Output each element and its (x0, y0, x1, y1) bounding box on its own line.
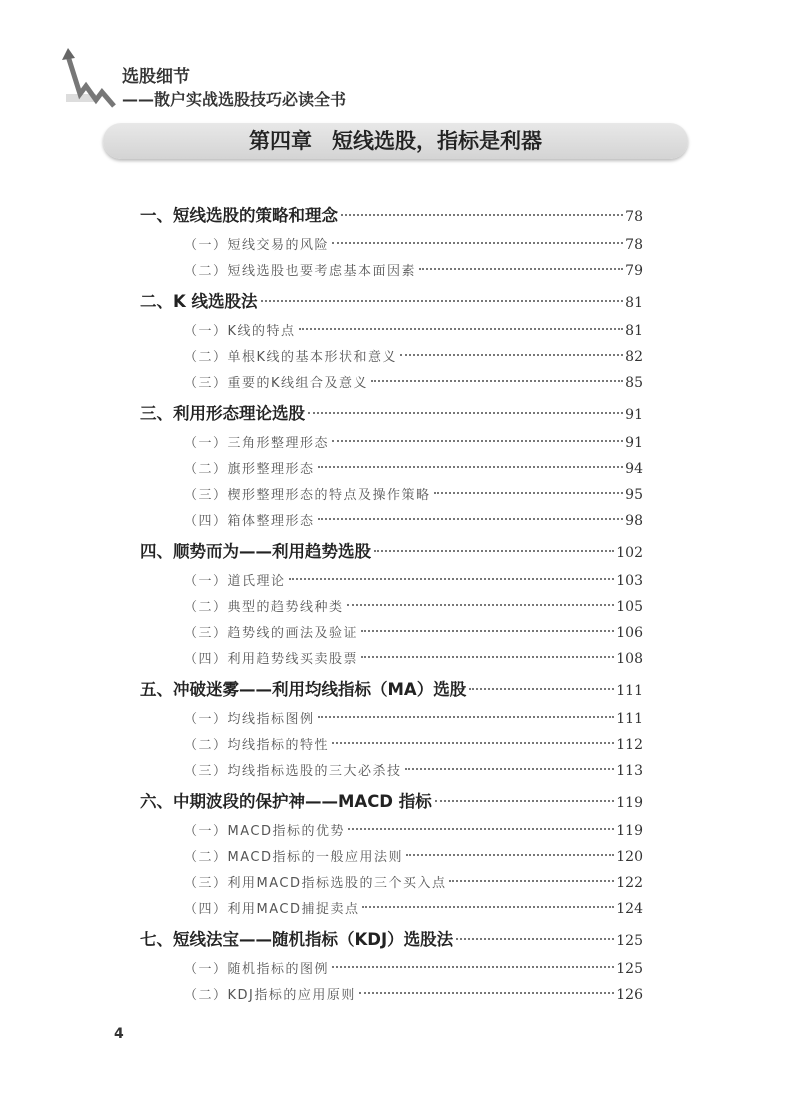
toc-page-number: 105 (616, 599, 643, 615)
toc-label: （二）MACD指标的一般应用法则 (184, 850, 403, 865)
toc-page-number: 78 (625, 209, 643, 225)
toc-label: （二）短线选股也要考虑基本面因素 (184, 264, 417, 279)
dot-leader (308, 412, 623, 414)
dot-leader (469, 688, 614, 690)
rising-arrow-logo-icon (62, 48, 122, 108)
toc-subsection[interactable] (140, 870, 643, 896)
toc-page-number: 111 (616, 683, 643, 699)
toc-page-number: 124 (616, 901, 643, 917)
toc-subsection[interactable] (140, 456, 643, 482)
dot-leader (371, 380, 623, 382)
toc-page-number: 82 (625, 349, 643, 365)
toc-page-number: 79 (625, 263, 643, 279)
toc-label: （三）利用MACD指标选股的三个买入点 (184, 876, 447, 891)
toc-page-number: 91 (625, 435, 643, 451)
dot-leader (318, 518, 624, 520)
dot-leader (405, 768, 615, 770)
dot-leader (348, 828, 614, 830)
book-subtitle: ——散户实战选股技巧必读全书 (122, 90, 347, 109)
dot-leader (449, 880, 614, 882)
dot-leader (374, 550, 614, 552)
toc-page-number: 81 (625, 323, 643, 339)
toc-label: 二、K 线选股法 (140, 292, 258, 311)
dot-leader (318, 716, 615, 718)
toc-section-heading[interactable] (140, 286, 643, 318)
toc-subsection[interactable] (140, 344, 643, 370)
toc-page-number: 108 (616, 651, 643, 667)
toc-subsection[interactable] (140, 844, 643, 870)
series-title: 选股细节 (122, 67, 190, 87)
dot-leader (347, 604, 615, 606)
toc-label: （三）楔形整理形态的特点及操作策略 (184, 488, 431, 503)
toc-section-heading[interactable] (140, 536, 643, 568)
toc-page-number: 126 (616, 987, 643, 1003)
dot-leader (299, 328, 624, 330)
toc-section (140, 286, 643, 396)
dot-leader (289, 578, 615, 580)
toc-label: （二）旗形整理形态 (184, 462, 315, 477)
toc-label: 五、冲破迷雾——利用均线指标（MA）选股 (140, 680, 467, 699)
toc-page-number: 85 (625, 375, 643, 391)
toc-label: （二）均线指标的特性 (184, 738, 330, 753)
toc-label: （四）箱体整理形态 (184, 514, 315, 529)
toc-page-number: 78 (625, 237, 643, 253)
toc-subsection[interactable] (140, 706, 643, 732)
table-of-contents (140, 200, 643, 1010)
dot-leader (435, 800, 615, 802)
toc-subsection[interactable] (140, 732, 643, 758)
toc-page-number: 95 (625, 487, 643, 503)
toc-section (140, 674, 643, 784)
toc-section-heading[interactable] (140, 674, 643, 706)
toc-page-number: 113 (616, 763, 643, 779)
toc-subsection[interactable] (140, 568, 643, 594)
dot-leader (400, 354, 623, 356)
toc-page-number: 112 (616, 737, 643, 753)
toc-label: （三）重要的K线组合及意义 (184, 376, 369, 391)
toc-page-number: 94 (625, 461, 643, 477)
toc-label: （一）MACD指标的优势 (184, 824, 345, 839)
toc-page-number: 102 (616, 545, 643, 561)
toc-subsection[interactable] (140, 430, 643, 456)
toc-page-number: 120 (616, 849, 643, 865)
toc-section (140, 924, 643, 1008)
dot-leader (332, 440, 623, 442)
toc-section-heading[interactable] (140, 786, 643, 818)
toc-label: 七、短线法宝——随机指标（KDJ）选股法 (140, 930, 454, 949)
toc-subsection[interactable] (140, 758, 643, 784)
dot-leader (261, 300, 624, 302)
toc-subsection[interactable] (140, 594, 643, 620)
dot-leader (434, 492, 624, 494)
toc-subsection[interactable] (140, 482, 643, 508)
dot-leader (332, 742, 614, 744)
toc-subsection[interactable] (140, 896, 643, 922)
toc-page-number: 106 (616, 625, 643, 641)
toc-subsection[interactable] (140, 318, 643, 344)
toc-subsection[interactable] (140, 508, 643, 534)
toc-subsection[interactable] (140, 982, 643, 1008)
dot-leader (361, 656, 614, 658)
toc-page-number: 125 (616, 933, 643, 949)
chapter-banner (103, 123, 688, 159)
toc-label: （一）K线的特点 (184, 324, 296, 339)
toc-label: （一）短线交易的风险 (184, 238, 330, 253)
toc-section (140, 398, 643, 534)
dot-leader (361, 630, 614, 632)
toc-label: （一）道氏理论 (184, 574, 286, 589)
toc-label: （二）典型的趋势线种类 (184, 600, 344, 615)
toc-label: （二）单根K线的基本形状和意义 (184, 350, 398, 365)
dot-leader (359, 992, 614, 994)
dot-leader (332, 242, 623, 244)
dot-leader (456, 938, 614, 940)
toc-page-number: 122 (616, 875, 643, 891)
toc-label: （一）三角形整理形态 (184, 436, 330, 451)
toc-section (140, 786, 643, 922)
dot-leader (419, 268, 623, 270)
toc-section-heading[interactable] (140, 398, 643, 430)
dot-leader (362, 906, 614, 908)
toc-label: （二）KDJ指标的应用原则 (184, 988, 356, 1003)
toc-section-heading[interactable] (140, 200, 643, 232)
toc-subsection[interactable] (140, 956, 643, 982)
toc-label: 六、中期波段的保护神——MACD 指标 (140, 792, 432, 811)
toc-section (140, 536, 643, 672)
toc-label: 三、利用形态理论选股 (140, 404, 305, 423)
toc-section (140, 200, 643, 284)
dot-leader (318, 466, 624, 468)
toc-label: （三）趋势线的画法及验证 (184, 626, 359, 641)
chapter-title: 短线选股，指标是利器 (332, 128, 542, 153)
toc-label: （四）利用趋势线买卖股票 (184, 652, 359, 667)
toc-label: 四、顺势而为——利用趋势选股 (140, 542, 371, 561)
toc-page-number: 111 (616, 711, 643, 727)
toc-page-number: 119 (616, 795, 643, 811)
toc-label: （一）随机指标的图例 (184, 962, 330, 977)
toc-subsection[interactable] (140, 818, 643, 844)
toc-page-number: 125 (616, 961, 643, 977)
chapter-number: 第四章 (249, 128, 312, 153)
toc-page-number: 81 (625, 295, 643, 311)
dot-leader (341, 214, 623, 216)
toc-page-number: 91 (625, 407, 643, 423)
dot-leader (406, 854, 614, 856)
toc-subsection[interactable] (140, 646, 643, 672)
toc-subsection[interactable] (140, 258, 643, 284)
toc-subsection[interactable] (140, 232, 643, 258)
toc-label: （四）利用MACD捕捉卖点 (184, 902, 360, 917)
toc-label: 一、短线选股的策略和理念 (140, 206, 338, 225)
toc-label: （三）均线指标选股的三大必杀技 (184, 764, 402, 779)
toc-page-number: 103 (616, 573, 643, 589)
page-number: 4 (114, 1026, 124, 1042)
toc-subsection[interactable] (140, 370, 643, 396)
toc-section-heading[interactable] (140, 924, 643, 956)
toc-label: （一）均线指标图例 (184, 712, 315, 727)
toc-page-number: 98 (625, 513, 643, 529)
dot-leader (332, 966, 614, 968)
toc-subsection[interactable] (140, 620, 643, 646)
toc-page-number: 119 (616, 823, 643, 839)
